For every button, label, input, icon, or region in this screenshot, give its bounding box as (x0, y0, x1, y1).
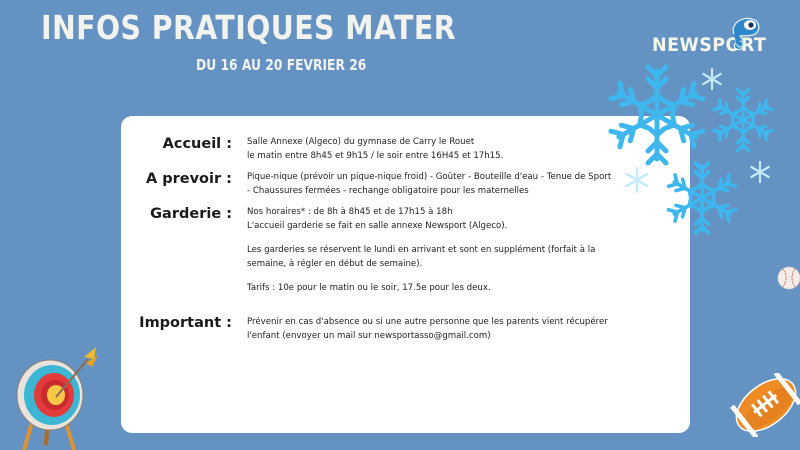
content-line: Tarifs : 10e pour le matin ou le soir, 17.5e pour les deux. (247, 283, 491, 293)
section-label: A prevoir : (145, 171, 232, 187)
section-content (247, 206, 647, 296)
content-line: Les garderies se réservent le lundi en arrivant et sont en supplément (forfait à la (247, 245, 596, 255)
content-line: L'accueil garderie se fait en salle annexe Newsport (Algeco). (247, 220, 508, 231)
snowflake-icon (748, 160, 772, 184)
content-line: l'enfant (envoyer un mail sur newsportasso@gmail.com) (247, 330, 491, 341)
section-content (247, 136, 647, 163)
content-line: Pique-nique (prévoir un pique-nique froid) - Goûter - Bouteille d'eau - Tenue de Sport (247, 172, 612, 182)
chameleon-mascot-icon (728, 14, 762, 52)
content-line: Nos horaires* : de 8h à 8h45 et de 17h15 à 18h (247, 207, 453, 217)
page-title: INFOS PRATIQUES MATER (41, 8, 456, 47)
archery-target-icon (8, 345, 98, 450)
content-line: Prévenir en cas d'absence ou si une autre personne que les parents vient récupérer (247, 317, 608, 327)
snowflake-icon (708, 85, 778, 155)
brand-logo-text: NEWSPORT (652, 34, 767, 56)
content-line: Salle Annexe (Algeco) du gymnase de Carry le Rouet (247, 137, 475, 147)
content-line: le matin entre 8h45 et 9h15 / le soir entre 16H45 et 17h15. (247, 150, 504, 161)
snowflake-icon (623, 166, 651, 194)
snowflake-icon (700, 67, 724, 91)
snowflake-icon (602, 60, 712, 170)
content-line: - Chaussures fermées - rechange obligatoire pour les maternelles (247, 185, 529, 196)
section-content (247, 316, 647, 343)
snowflake-icon (662, 158, 742, 238)
date-range-subtitle: DU 16 AU 20 FEVRIER 26 (196, 56, 367, 74)
section-content (247, 171, 647, 198)
section-label: Accueil : (162, 136, 232, 152)
content-line: semaine, à régler en début de semaine). (247, 258, 423, 269)
section-label: Important : (139, 315, 232, 331)
american-football-icon (730, 373, 800, 437)
section-label: Garderie : (150, 206, 232, 222)
baseball-icon (777, 266, 800, 290)
